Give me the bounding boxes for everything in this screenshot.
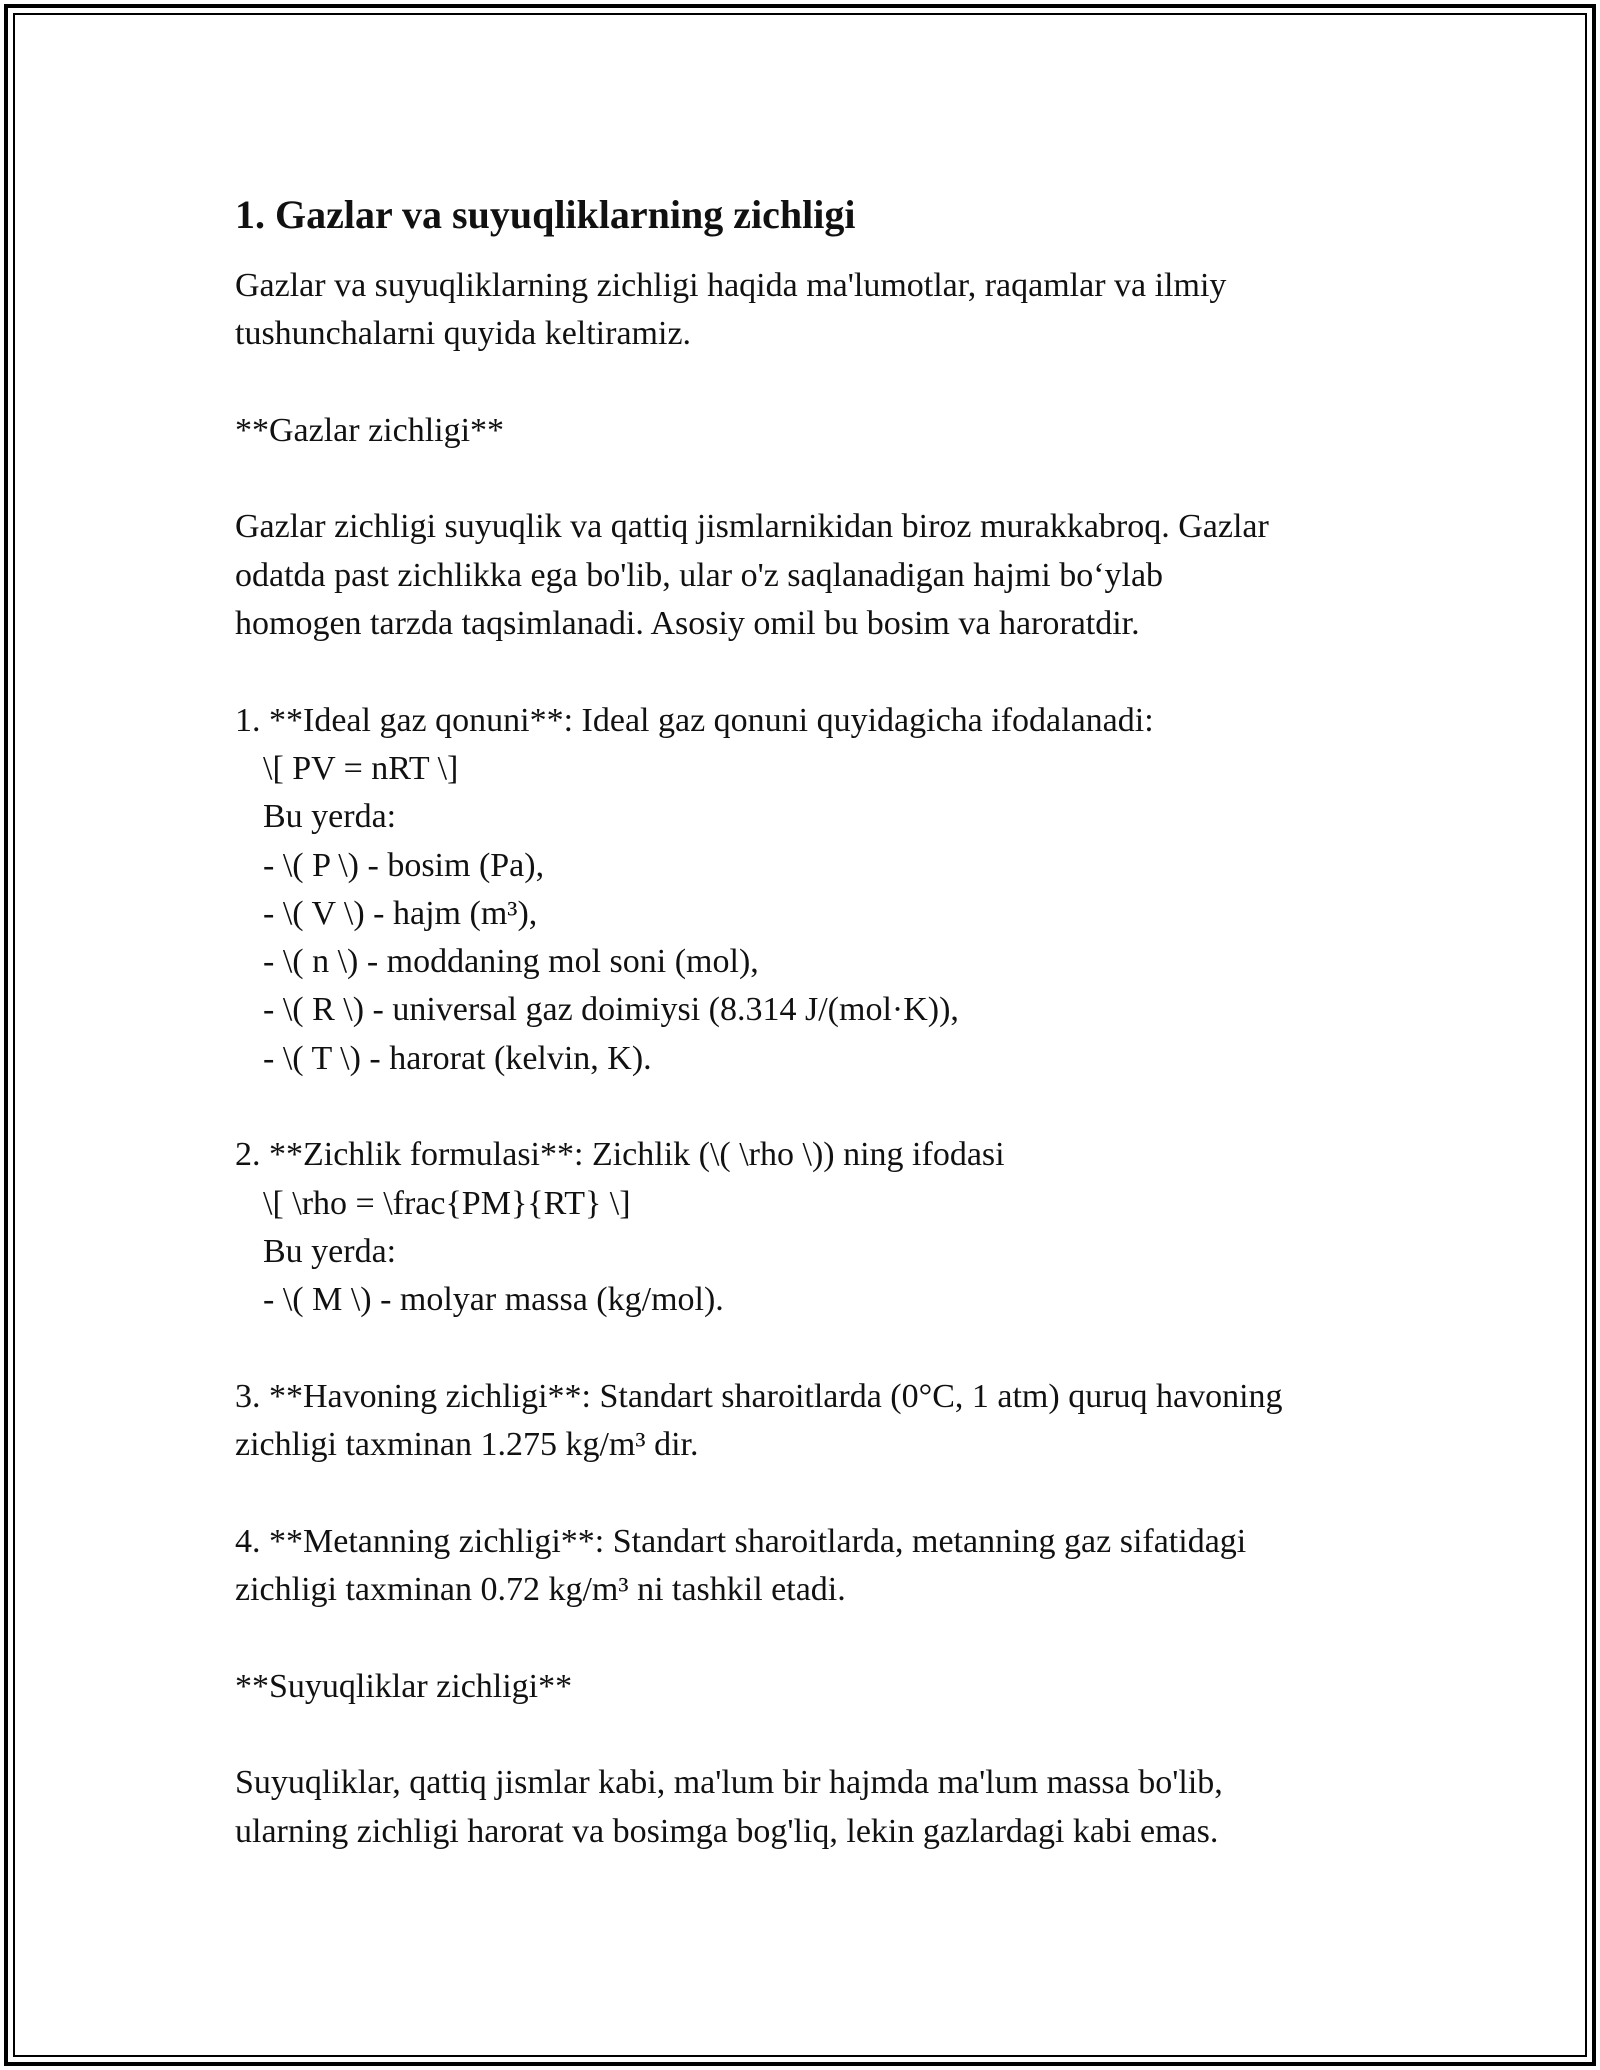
list-item-density-formula <box>235 1131 1395 1324</box>
formula-line: \[ \rho = \frac{PM}{RT} \] <box>263 1184 631 1222</box>
text-line: homogen tarzda taqsimlanadi. Asosiy omil bu bosim va haroratdir. <box>235 605 1140 643</box>
where-label: Bu yerda: <box>263 798 397 836</box>
liquid-section-heading: **Suyuqliklar zichligi** <box>235 1667 573 1705</box>
gas-section-heading: **Gazlar zichligi** <box>235 411 505 449</box>
list-item-lead: 2. **Zichlik formulasi**: Zichlik (\( \rho \)) ning ifodasi <box>235 1136 1005 1174</box>
text-line: 4. **Metanning zichligi**: Standart sharoitlarda, metanning gaz sifatidagi <box>235 1522 1247 1560</box>
text-line: Gazlar zichligi suyuqlik va qattiq jismlarnikidan biroz murakkabroq. Gazlar <box>235 508 1269 546</box>
list-item-lead: 1. **Ideal gaz qonuni**: Ideal gaz qonuni quyidagicha ifodalanadi: <box>235 701 1154 739</box>
variable-line: - \( R \) - universal gaz doimiysi (8.314 J/(mol·K)), <box>263 991 959 1029</box>
text-line: tushunchalarni quyida keltiramiz. <box>235 315 692 353</box>
variable-line: - \( V \) - hajm (m³), <box>263 894 538 932</box>
text-line: Suyuqliklar, qattiq jismlar kabi, ma'lum bir hajmda ma'lum massa bo'lib, <box>235 1764 1223 1802</box>
formula-line: \[ PV = nRT \] <box>263 749 459 787</box>
text-line: 3. **Havoning zichligi**: Standart sharoitlarda (0°C, 1 atm) quruq havoning <box>235 1377 1283 1415</box>
list-item-air-density <box>235 1373 1395 1470</box>
text-line: zichligi taxminan 0.72 kg/m³ ni tashkil etadi. <box>235 1571 846 1609</box>
variable-line: - \( n \) - moddaning mol soni (mol), <box>263 943 759 981</box>
text-line: Gazlar va suyuqliklarning zichligi haqida ma'lumotlar, raqamlar va ilmiy <box>235 267 1227 304</box>
liquid-intro-paragraph <box>235 1759 1395 1856</box>
gas-intro-paragraph <box>235 503 1395 648</box>
text-line: ularning zichligi harorat va bosimga bog'liq, lekin gazlardagi kabi emas. <box>235 1812 1219 1850</box>
document-body <box>235 190 1395 1856</box>
list-item-ideal-gas-law <box>235 697 1395 1083</box>
variable-line: - \( M \) - molyar massa (kg/mol). <box>263 1281 724 1319</box>
variable-line: - \( T \) - harorat (kelvin, K). <box>263 1039 652 1077</box>
list-item-methane-density <box>235 1518 1395 1615</box>
where-label: Bu yerda: <box>263 1232 397 1270</box>
intro-paragraph <box>235 262 1395 359</box>
text-line: zichligi taxminan 1.275 kg/m³ dir. <box>235 1426 699 1464</box>
variable-line: - \( P \) - bosim (Pa), <box>263 846 545 884</box>
document-title: 1. Gazlar va suyuqliklarning zichligi <box>235 192 856 237</box>
text-line: odatda past zichlikka ega bo'lib, ular o'z saqlanadigan hajmi bo‘ylab <box>235 556 1164 594</box>
